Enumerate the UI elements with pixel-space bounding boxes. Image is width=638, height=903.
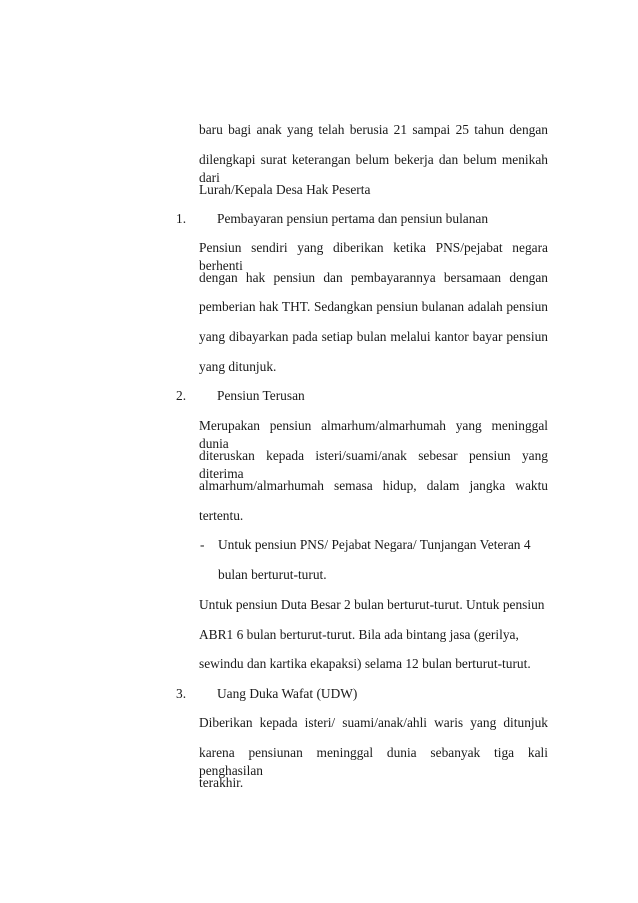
bullet-line: Untuk pensiun PNS/ Pejabat Negara/ Tunjangan Veteran 4	[218, 537, 531, 552]
item-line: tertentu.	[199, 508, 244, 523]
item-number: 1.	[176, 211, 187, 226]
intro-line: Lurah/Kepala Desa Hak Peserta	[199, 182, 371, 197]
item-line: dengan hak pensiun dan pembayarannya bersamaan dengan	[199, 270, 548, 285]
item-line: terakhir.	[199, 775, 244, 790]
item-line: Untuk pensiun Duta Besar 2 bulan berturut-turut. Untuk pensiun	[199, 597, 545, 612]
item-number: 2.	[176, 388, 187, 403]
item-line: yang dibayarkan pada setiap bulan melalui kantor bayar pensiun	[199, 329, 548, 344]
item-heading: Pembayaran pensiun pertama dan pensiun bulanan	[217, 211, 489, 226]
item-number: 3.	[176, 686, 187, 701]
bullet-marker: -	[200, 537, 205, 552]
item-line: ABR1 6 bulan berturut-turut. Bila ada bintang jasa (gerilya,	[199, 627, 519, 642]
intro-line: baru bagi anak yang telah berusia 21 sampai 25 tahun dengan	[199, 122, 548, 137]
item-line: karena pensiunan meninggal dunia sebanyak tiga kali penghasilan	[199, 745, 548, 778]
item-line: Merupakan pensiun almarhum/almarhumah yang meninggal dunia	[199, 418, 548, 451]
bullet-line: bulan berturut-turut.	[218, 567, 327, 582]
item-heading: Uang Duka Wafat (UDW)	[217, 686, 358, 701]
item-line: Pensiun sendiri yang diberikan ketika PNS/pejabat negara berhenti	[199, 240, 548, 273]
item-line: almarhum/almarhumah semasa hidup, dalam jangka waktu	[199, 478, 548, 493]
item-line: yang ditunjuk.	[199, 359, 277, 374]
item-line: pemberian hak THT. Sedangkan pensiun bulanan adalah pensiun	[199, 299, 548, 314]
item-heading: Pensiun Terusan	[217, 388, 305, 403]
intro-line: dilengkapi surat keterangan belum bekerja dan belum menikah dari	[199, 152, 548, 185]
item-line: diteruskan kepada isteri/suami/anak sebesar pensiun yang diterima	[199, 448, 548, 481]
item-line: Diberikan kepada isteri/ suami/anak/ahli waris yang ditunjuk	[199, 715, 548, 730]
item-line: sewindu dan kartika ekapaksi) selama 12 bulan berturut-turut.	[199, 656, 531, 671]
